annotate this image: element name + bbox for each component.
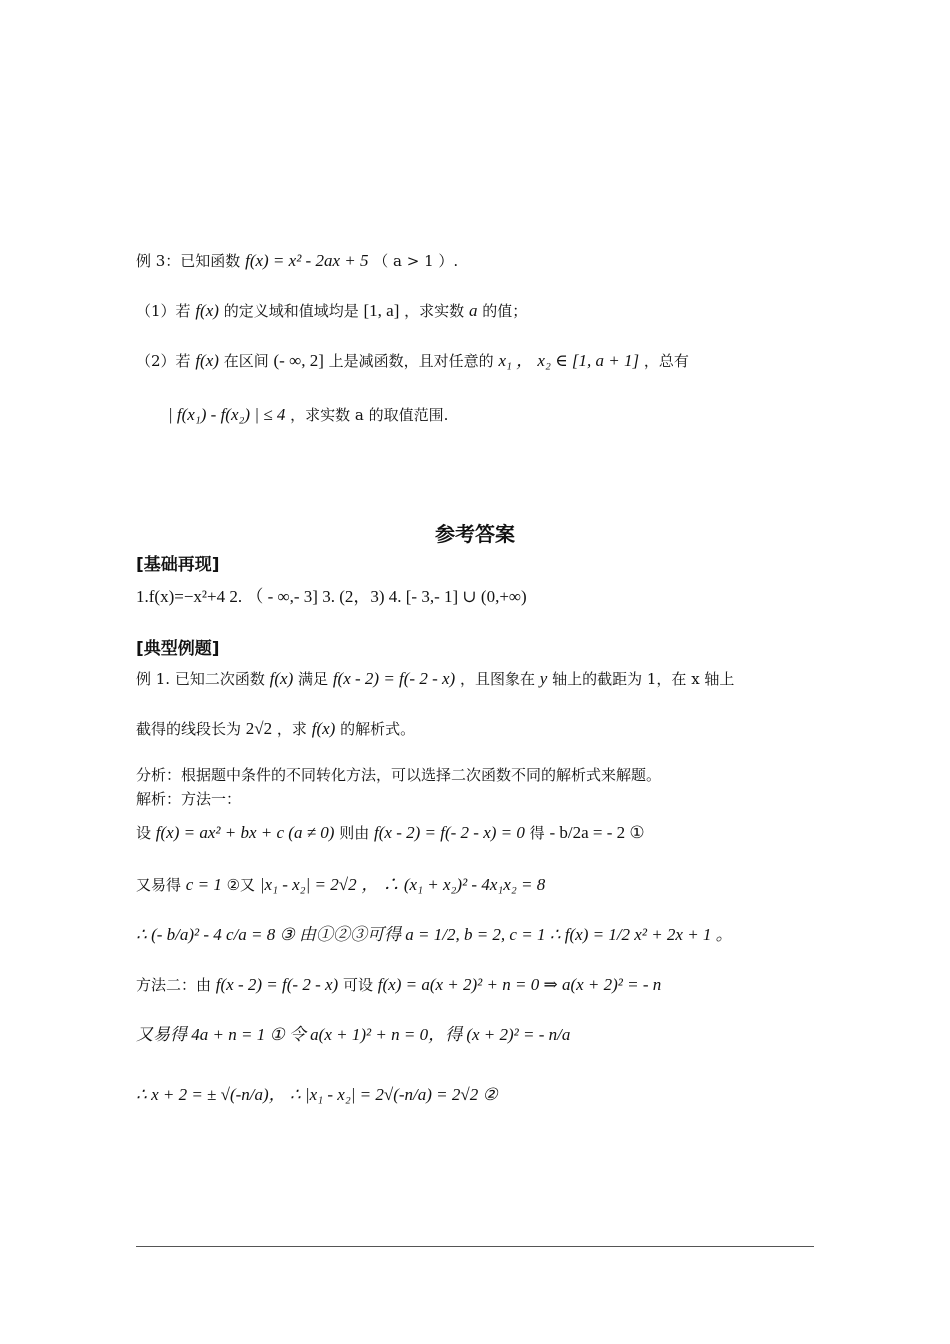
typical-heading: [典型例题]	[136, 639, 220, 659]
m2-text-b: ②又	[226, 876, 256, 894]
part2-prefix: （2）若	[136, 352, 191, 370]
example3-formula: f(x) = x² - 2ax + 5	[245, 251, 369, 270]
footer-divider	[136, 1246, 814, 1247]
part1-interval: [1, a]	[363, 301, 400, 320]
example3-part2-line2	[168, 404, 820, 426]
part1-text3: 的值；	[482, 302, 528, 320]
analysis-line: 分析：根据题中条件的不同转化方法，可以选择二次函数不同的解析式来解题。	[136, 766, 662, 784]
part2-text3: ，总有	[643, 352, 689, 370]
m1-result: - b/2a = - 2 ①	[549, 823, 645, 842]
method1-line3	[136, 924, 820, 946]
part2-text4: ，求实数 a 的取值范围.	[290, 406, 449, 424]
method2-line1	[136, 974, 820, 996]
part2-inequality: | f(x₁) - f(x₂) | ≤ 4	[168, 405, 286, 424]
mth2-line2: 又易得 4a + n = 1 ① 令 a(x + 1)² + n = 0，得 (x + 2)² = - n/a	[136, 1025, 571, 1044]
method2-line3	[136, 1084, 820, 1106]
example3-condition: （ a > 1 ）.	[373, 252, 459, 270]
basic-line: 1.f(x)=−x²+4 2. （ - ∞,- 3] 3. (2，3) 4. [- 3,- 1] ∪ (0,+∞)	[136, 587, 527, 606]
method1-line1	[136, 822, 820, 844]
part2-text1: 在区间	[223, 352, 269, 370]
ex1-text-a: 例 1. 已知二次函数	[136, 670, 265, 688]
mth2-equation: f(x - 2) = f(- 2 - x)	[215, 975, 339, 994]
m1-text-b: 则由	[339, 824, 370, 842]
part1-fx: f(x)	[195, 301, 219, 320]
ex1-text-b: 满足	[298, 670, 329, 688]
ex1-text-d: 轴上的截距为 1，在 x 轴上	[552, 670, 735, 688]
example3-label: 例 3：已知函数	[136, 252, 241, 270]
ex1-length: 2√2	[245, 719, 273, 738]
example3-part1	[136, 300, 820, 322]
part2-interval: (- ∞, 2]	[273, 351, 324, 370]
solution-line: 解析：方法一：	[136, 790, 242, 808]
m2-c-value: c = 1	[185, 875, 222, 894]
example1-line1	[136, 668, 820, 690]
ex1-fx: f(x)	[269, 669, 294, 688]
part1-text1: 的定义域和值域均是	[223, 302, 359, 320]
basic-answers	[136, 586, 820, 608]
ex1-text-c: ，且图象在	[459, 670, 535, 688]
part1-text2: ，求实数	[404, 302, 465, 320]
m2-abs: |x₁ - x₂| = 2√2	[259, 875, 357, 894]
method1-line2	[136, 874, 820, 896]
example1-line2	[136, 718, 820, 740]
method2-line2	[136, 1024, 820, 1046]
ex1-l2-text-b: ，求	[276, 720, 307, 738]
m1-conclusion: ∴ (- b/a)² - 4 c/a = 8 ③ 由①②③可得 a = 1/2, b = 2, c = 1 ∴ f(x) = 1/2 x² + 2x + 1 。	[136, 925, 733, 944]
m2-sum-square: ， ∴ (x₁ + x₂)² - 4x₁x₂ = 8	[361, 875, 546, 894]
part1-prefix: （1）若	[136, 302, 191, 320]
ex1-equation: f(x - 2) = f(- 2 - x)	[332, 669, 456, 688]
mth2-text-a: 方法二：由	[136, 976, 212, 994]
ex1-l2-text-c: 的解析式。	[340, 720, 416, 738]
ex1-y: y	[539, 669, 548, 688]
example3-part2	[136, 350, 820, 372]
part2-text2: 上是减函数，且对任意的	[328, 352, 494, 370]
basic-heading: [基础再现]	[136, 555, 220, 575]
answer-title: 参考答案	[435, 522, 515, 546]
mth2-function: f(x) = a(x + 2)² + n = 0 ⇒ a(x + 2)² = - n	[377, 975, 662, 994]
m2-text-a: 又易得	[136, 876, 182, 894]
part1-var: a	[468, 301, 478, 320]
part2-vars: x₁ ， x₂ ∈ [1, a + 1]	[498, 351, 640, 370]
m1-text-c: 得	[529, 824, 545, 842]
part2-fx: f(x)	[195, 351, 219, 370]
m1-function: f(x) = ax² + bx + c (a ≠ 0)	[155, 823, 335, 842]
mth2-line3: ∴ x + 2 = ± √(-n/a)， ∴ |x₁ - x₂| = 2√(-n/a) = 2√2 ②	[136, 1085, 498, 1104]
example3-line1	[136, 250, 820, 272]
m1-text-a: 设	[136, 824, 152, 842]
m1-equation: f(x - 2) = f(- 2 - x) = 0	[374, 823, 525, 842]
ex1-l2-text-a: 截得的线段长为	[136, 720, 242, 738]
mth2-text-b: 可设	[342, 976, 373, 994]
ex1-l2-fx: f(x)	[311, 719, 336, 738]
